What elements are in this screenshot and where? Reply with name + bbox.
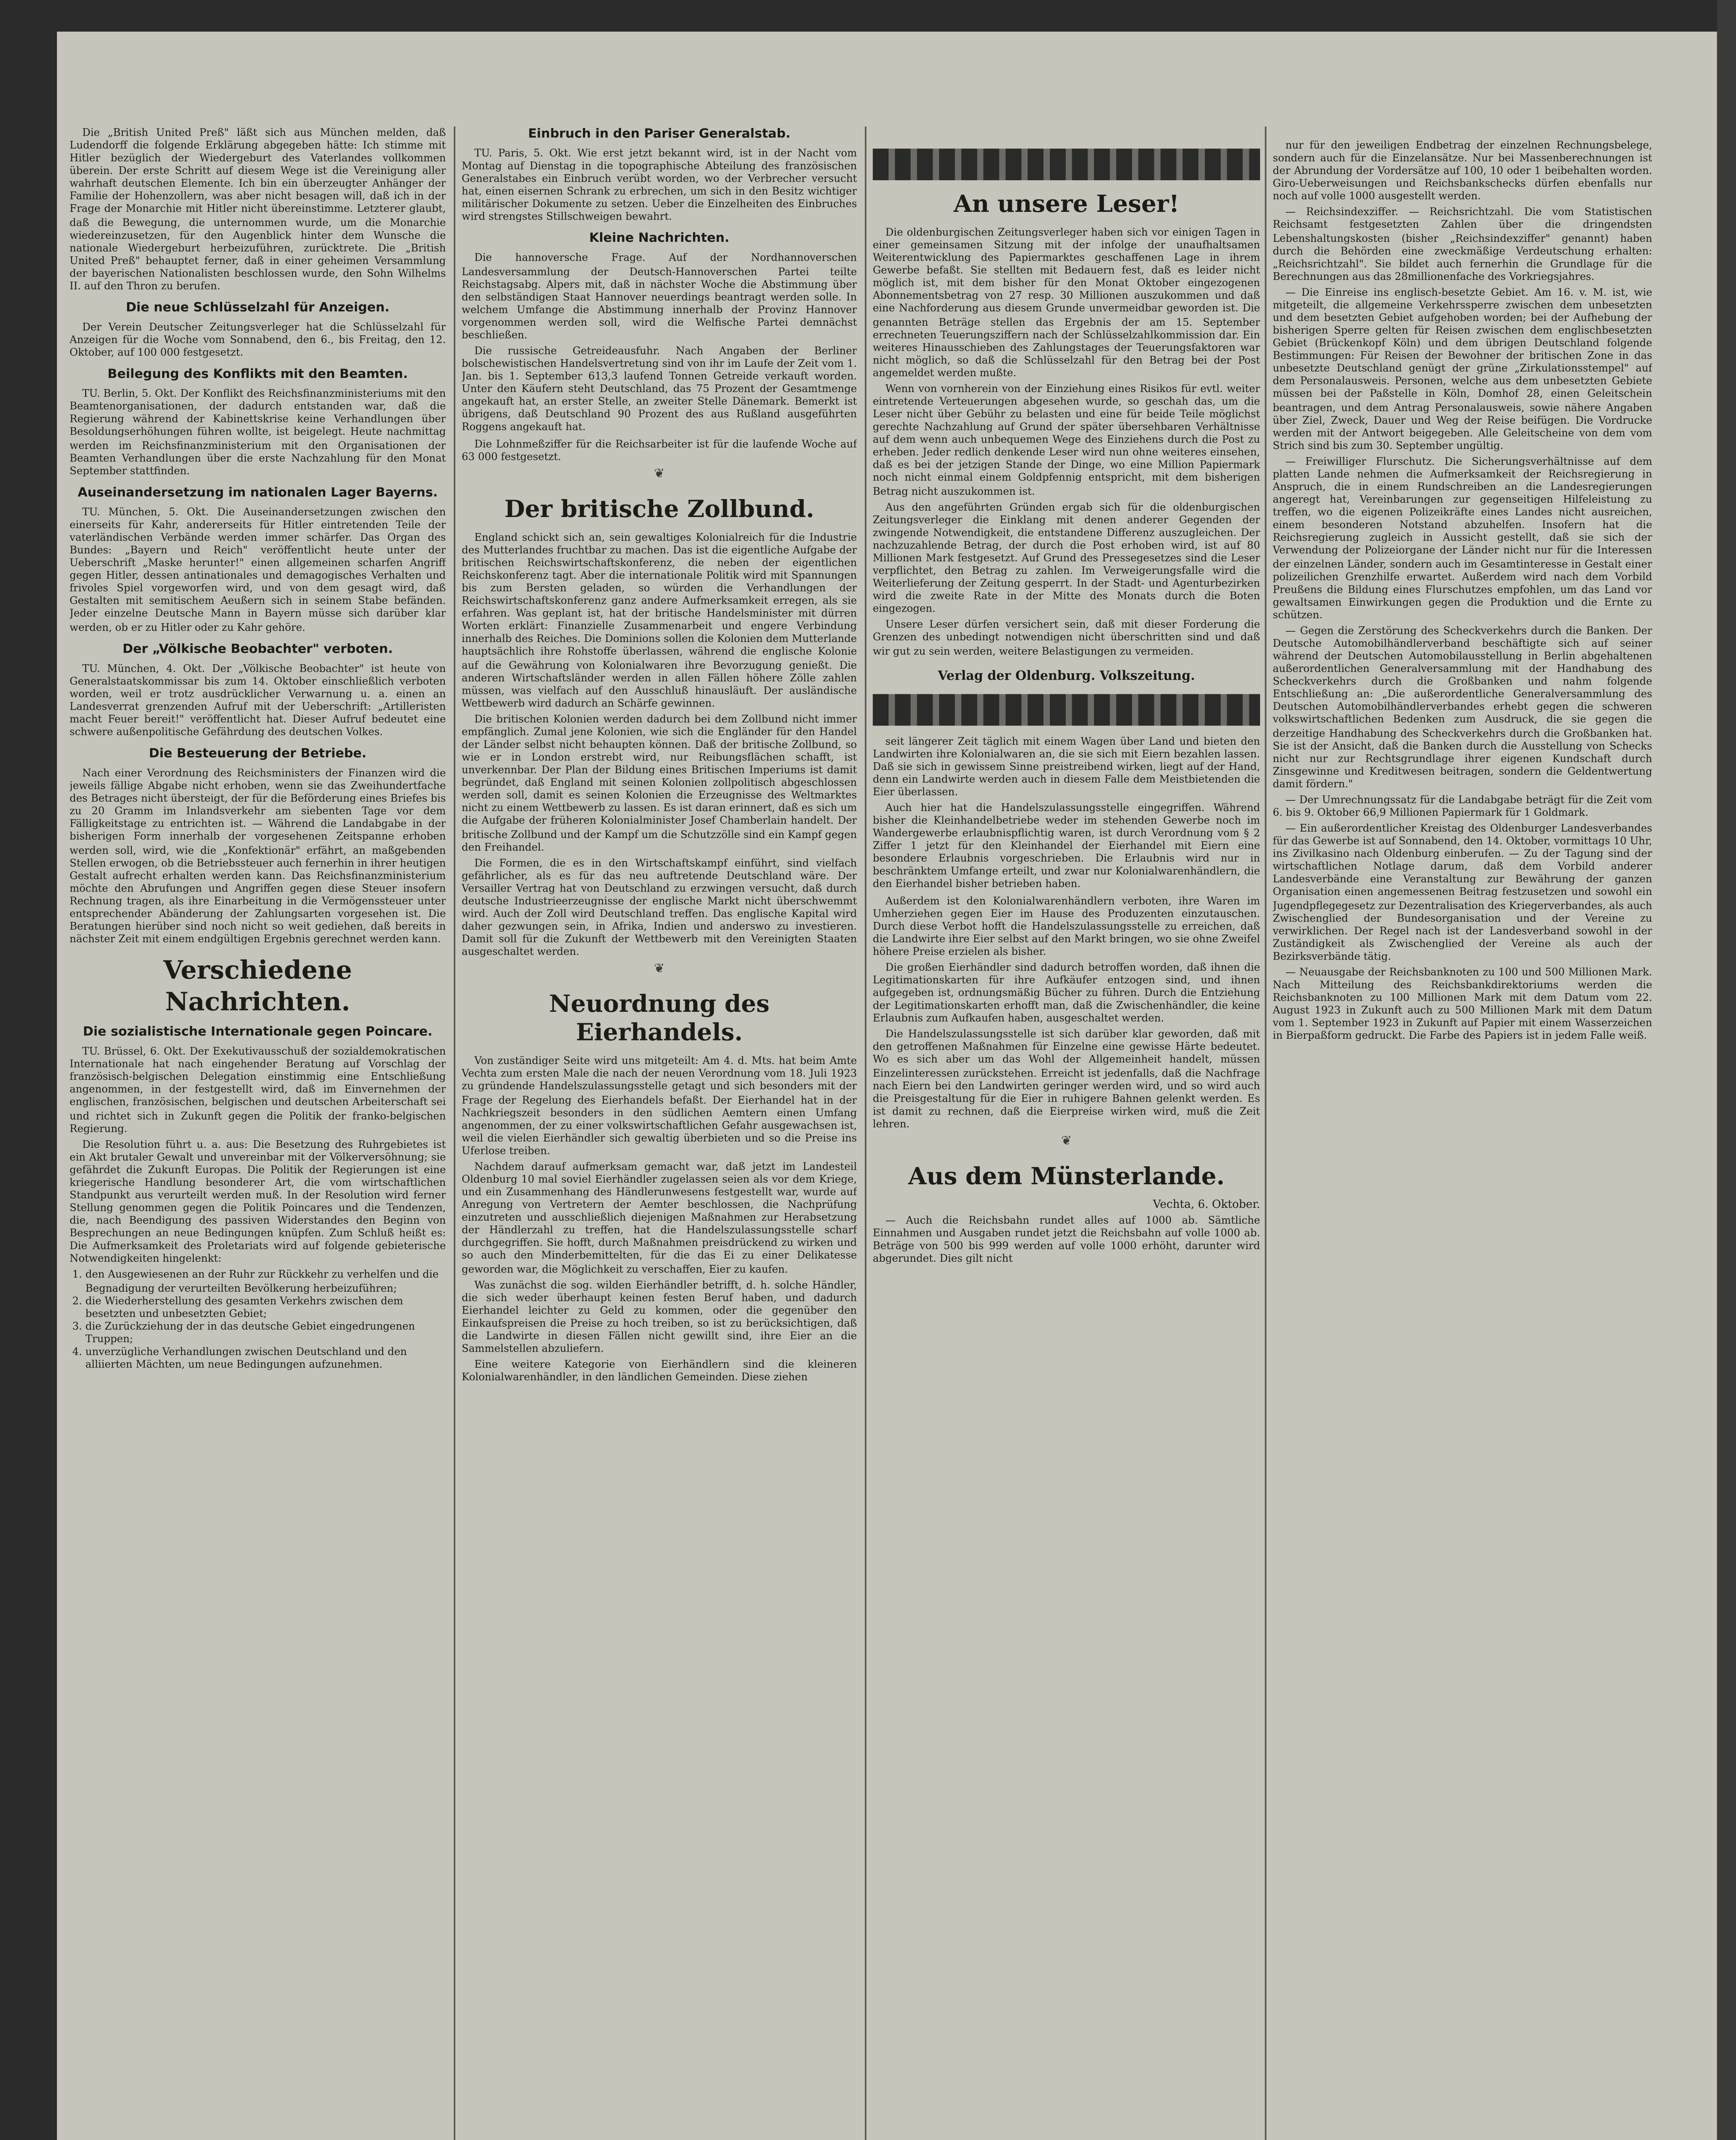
- subheadline-internationale: Die sozialistische Internationale gegen Poincare.: [83, 1025, 433, 1039]
- article-konflikt: TU. Berlin, 5. Okt. Der Konflikt des Reichsfinanzministeriums mit den Beamtenorganisationen, der dadurch entstanden war, daß die Regierung während der Kabinettskrise keine Verhandlungen über Besoldungserhöhungen führen wollte, ist beigelegt. Heute nachmittag werden im Reichsfinanzministerium mit den Organisationen der Beamten Verhandlungen über die erste Nachzahlung für den Monat September stattfinden.: [69, 387, 446, 477]
- article-kreistag: — Ein außerordentlicher Kreistag des Oldenburger Landesverbandes für das Gewerbe ist auf Sonnabend, den 14. Oktober, vormittags 10 Uhr, ins Zivilkasino nach Oldenburg einberufen. — Zu der Tagung sind der wirtschaftlichen Notlage darum, daß dem Vorbild anderer Landesverbände eine Veranstaltung zur Bewährung der ganzen Organisation einen angemessenen Beitrag festzusetzen und sowohl ein Jugendpflegegesetz zur Dezentralisation des Kriegerverbandes, als auch Zwischenglied der Bundesorganisation und der Vereine zu verwirklichen. Der Regel nach ist der Landesverband sowohl in der Zuständigkeit als Zwischenglied der Vereine als auch der Bezirksverbände tätig.: [1272, 822, 1653, 963]
- headline-eierhandel: Neuordnung des Eierhandels.: [549, 990, 770, 1047]
- ornament-divider: ❦: [1061, 1133, 1072, 1148]
- dateline: Vechta, 6. Oktober.: [1153, 1198, 1260, 1211]
- list-item: 3. die Zurückziehung der in das deutsche Gebiet eingedrungenen Truppen;: [85, 1320, 446, 1346]
- column-rule: [1265, 127, 1266, 2140]
- list-item: 4. unverzügliche Verhandlungen zwischen Deutschland und den alliierten Mächten, um neue Bedingungen aufzunehmen.: [85, 1345, 446, 1371]
- column-2: [462, 127, 857, 2140]
- notice-leser-1: Die oldenburgischen Zeitungsverleger haben sich vor einigen Tagen in einer gemeinsamen Sitzung mit der infolge der unaufhaltsamen Weiterentwicklung des Papiermarktes geschaffenen Lage in ihrem Gewerbe befaßt. Sie stellten mit Bedauern fest, daß es leider nicht möglich ist, mit dem bisher für den Monat Oktober eingezogenen Abonnementsbetrag von 27 resp. 30 Millionen auszukommen und daß eine Nachforderung aus diesem Grunde unvermeidbar geworden ist. Die genannten Beträge stellen das Ergebnis der am 15. September errechneten Teuerungsziffern nach der Schlüsselzahlkommission dar. Ein weiteres Hinausschieben des Zahlungstages der Teuerungsfaktoren war nicht möglich, so daß die Schlüsselzahl für den Betrag bei der Post angemeldet werden mußte.: [873, 226, 1260, 380]
- article-eierhandel-1: Von zuständiger Seite wird uns mitgeteilt: Am 4. d. Mts. hat beim Amte Vechta zum ersten Male die nach der neuen Verordnung vom 18. Juli 1923 zu gründende Handelszulassungsstelle getagt und sich besonders mit der Frage der Regelung des Eierhandels befaßt. Der Eierhandel hat in der Nachkriegszeit besonders in den südlichen Aemtern einen Umfang angenommen, der zu einer volkswirtschaftlichen Gefahr ausgewachsen ist, weil die vielen Eierhändler sich gewaltig überbieten und so die Preise ins Uferlose treiben.: [461, 1055, 857, 1157]
- list-item: 2. die Wiederherstellung des gesamten Verkehrs zwischen dem besetzten und unbesetzten Gebiet;: [85, 1294, 446, 1320]
- eierhandel-continued-5: Die Handelszulassungsstelle ist sich darüber klar geworden, daß mit den getroffenen Maßnahmen für Einzelne eine gewisse Härte bedeutet. Wo es sich aber um das Wohl der Allgemeinheit handelt, müssen Einzelinteressen zurückstehen. Erreicht ist jedenfalls, daß die Nachfrage nach Eiern bei den Landwirten geringer werden wird, und so wird auch die Preisgestaltung für die Eier in ruhigere Bahnen gelenkt werden. Es ist damit zu rechnen, daß die Eierpreise wirken wird, muß die Zeit lehren.: [873, 1028, 1260, 1130]
- article-eierhandel-3: Was zunächst die sog. wilden Eierhändler betrifft, d. h. solche Händler, die sich weder überhaupt keinen festen Beruf haben, und dadurch Eierhandel leichter zu Geld zu kommen, oder die gegenüber den Einkaufspreisen die Preise zu hoch treiben, so ist zu berücksichtigen, daß die Landwirte in diesen Fällen nicht gewillt sind, ihre Eier an die Sammelstellen abzuliefern.: [461, 1278, 857, 1355]
- article-hannover: Die hannoversche Frage. Auf der Nordhannoverschen Landesversammlung der Deutsch-Hannoverschen Partei teilte Reichstagsabg. Alpers mit, daß in nächster Woche die Abstimmung über den selbständigen Staat Hannover neuerdings beantragt werden solle. In welchem Umfange die Abstimmung innerhalb der Provinz Hannover vorgenommen werden soll, wird die Welfische Partei demnächst beschließen.: [461, 252, 857, 342]
- section-title-verschiedene: Verschiedene Nachrichten.: [163, 955, 352, 1017]
- article-zollbund-2: Die britischen Kolonien werden dadurch bei dem Zollbund nicht immer empfänglich. Zumal jene Kolonien, wie sich die Engländer für den Handel der Länder selbst nicht behaupten können. Daß der britische Zollbund, so wie er in London erstrebt wird, nur Reibungsflächen schafft, ist unverkennbar. Der Plan der Bildung eines Britischen Imperiums ist damit begründet, daß England mit seinen Kolonien zollpolitisch abgeschlossen werden soll, damit es seinen Kolonien die Erzeugnisse des Weltmarktes nicht zu einem Wettbewerb zu lassen. Es ist daran erinnert, daß es sich um die Aufgabe der früheren Kolonialminister Josef Chamberlain handelt. Der britische Zollbund und der Kampf um die Schutzzölle sind ein Kampf gegen den Freihandel.: [461, 713, 857, 853]
- article-getreide: Die russische Getreideausfuhr. Nach Angaben der Berliner bolschewistischen Handelsvertretung sind von ihr im Laufe der Zeit vom 1. Jan. bis 1. September 613,3 laufend Tonnen Getreide verkauft worden. Unter den Käufern steht Deutschland, das 75 Prozent der Gesamtmenge angekauft hat, an erster Stelle, an zweiter Stelle Dänemark. Bemerkt ist übrigens, daß Deutschland 90 Prozent des aus Rußland ausgeführten Roggens angekauft hat.: [461, 345, 857, 434]
- headline-voelkischer-beobachter: Der „Völkische Beobachter" verboten.: [122, 641, 393, 656]
- ornamental-banner: [873, 149, 1260, 180]
- article-bruessel: TU. Brüssel, 6. Okt. Der Exekutivausschuß der sozialdemokratischen Internationale hat nach eingehender Beratung auf Vorschlag der französisch-belgischen Delegation einstimmig eine Entschließung angenommen, in der festgestellt wird, daß im Einvernehmen der englischen, französischen, belgischen und deutschen Arbeiterschaft sei und richtet sich in Zukunft gegen die Politik der franko-belgischen Regierung.: [69, 1045, 446, 1135]
- article-bayern: TU. München, 5. Okt. Die Auseinandersetzungen zwischen den einerseits für Kahr, andererseits für Hitler eintretenden Teile der vaterländischen Verbände werden immer schärfer. Das Organ des Bundes: „Bayern und Reich" veröffentlicht heute unter der Ueberschrift „Maske herunter!" einen allgemeinen scharfen Angriff gegen Hitler, dessen antinationales und demagogisches Verhalten und frivoles Spiel vorgeworfen wird, und von dem gesagt wird, daß Gestalten mit semitischem Aeußern sich in seinem Stabe befänden. Jeder einzelne Deutsche Mann in Bayern müsse sich darüber klar werden, ob er zu Hitler oder zu Kahr gehöre.: [69, 505, 446, 633]
- eierhandel-continued-1: seit längerer Zeit täglich mit einem Wagen über Land und bieten den Landwirten ihre Kolonialwaren an, die sie sich mit Eiern bezahlen lassen. Daß sie sich in gewissem Sinne preistreibend wirken, liegt auf der Hand, denn ein Landwirte werden auch in diesem Falle dem Meistbietenden die Eier überlassen.: [873, 734, 1260, 799]
- headline-kleine-nachrichten: Kleine Nachrichten.: [589, 232, 730, 246]
- demands-list: [85, 1269, 446, 1371]
- headline-schluesselzahl: Die neue Schlüsselzahl für Anzeigen.: [126, 300, 390, 315]
- article-betriebe: Nach einer Verordnung des Reichsministers der Finanzen wird die jeweils fällige Abgabe nicht erhoben, wenn sie das Zweihundertfache des Betrages nicht übersteigt, der für die Beförderung eines Briefes bis zu 20 Gramm im Inlandsverkehr am siebenten Tage vor dem Fälligkeitstage zu entrichten ist. — Während die Landabgabe in der bisherigen Form innerhalb der vorgesehenen Zeitspanne erhoben werden soll, wird, wie die „Konfektionär" erfährt, an maßgebenden Stellen erwogen, ob die Betriebssteuer auch fernerhin in ihrer heutigen Gestalt aufrecht erhalten werden kann. Das Reichsfinanzministerium möchte den Abrufungen und Angriffen gegen diese Steuer insofern Rechnung tragen, als ihre Einarbeitung in die Vermögenssteuer unter entsprechender Abänderung der Zahlungsarten vorgesehen ist. Die Beratungen hierüber sind noch nicht so weit gediehen, daß bereits in nächster Zeit mit einem endgültigen Ergebnis gerechnet werden kann.: [69, 767, 446, 946]
- column-rule: [865, 127, 867, 2140]
- headline-einbruch: Einbruch in den Pariser Generalstab.: [528, 126, 791, 141]
- notice-leser-4: Unsere Leser dürfen versichert sein, daß mit dieser Forderung die Grenzen des unbedingt notwendigen nicht überschritten sind und daß wir gut zu sein werden, weitere Belastigungen zu vermeiden.: [873, 618, 1260, 657]
- article-scheckverkehr: — Gegen die Zerstörung des Scheckverkehrs durch die Banken. Der Deutsche Automobilhändlerverband beschäftigte sich auf seiner während der Deutschen Automobilausstellung in Berlin abgehaltenen außerordentlichen Generalversammlung mit der Handhabung des Scheckverkehrs durch die Großbanken und nahm folgende Entschließung an: „Die außerordentliche Generalversammlung des Deutschen Automobilhändlerverbandes erhebt gegen die schweren volkswirtschaftlichen Bedenken zum Ausdruck, die sie gegen die derzeitige Handhabung des Scheckverkehrs durch die Großbanken hat. Sie ist der Ansicht, daß die Banken durch die Ausstellung von Schecks nicht nur zur Rechtsgrundlage ihrer eigenen Kundschaft durch Zinsgewinne und Kreditwesen beitragen, sondern die Geldentwertung damit fördern.": [1272, 624, 1653, 791]
- ludendorff-article: Die „British United Preß" läßt sich aus München melden, daß Ludendorff die folgende Erklärung abgegeben hätte: Ich stimme mit Hitler bezüglich der Wiedergeburt des Vaterlandes vollkommen überein. Der erste Schritt auf diesem Wege ist die Vereinigung aller wahrhaft deutschen Elemente. Ich bin ein überzeugter Anhänger der Familie der Hohenzollern, was aber nicht besagen will, daß ich in der Frage der Monarchie mit Hitler nicht übereinstimme. Letzterer glaubt, daß die Bewegung, die unternommen wurde, um die Monarchie wiedereinzusetzen, für den Augenblick hinter dem Wunsche die nationale Wiedergeburt herbeizuführen, zurücktrete. Die „British United Preß" behauptet ferner, daß in einer geheimen Versammlung der bayerischen Nationalisten beschlossen wurde, den Sohn Wilhelms II. auf den Thron zu berufen.: [69, 126, 446, 293]
- article-resolution: Die Resolution führt u. a. aus: Die Besetzung des Ruhrgebietes ist ein Akt brutaler Gewalt und unvereinbar mit der Völkerversöhnung; sie gefährdet die Zukunft Europas. Die Politik der Regierungen ist eine kriegerische Handlung besonderer Art, die vom wirtschaftlichen Standpunkt aus verurteilt werden muß. In der Resolution wird ferner Stellung genommen gegen die Politik Poincares und die Tendenzen, die, nach Beendigung des passiven Widerstandes den Beginn von Besprechungen an neue Bedingungen knüpfen. Zum Schluß heißt es: Die Aufmerksamkeit des Proletariats wird auf folgende gebieterische Notwendigkeiten hingelenkt:: [69, 1138, 446, 1266]
- notice-leser-3: Aus den angeführten Gründen ergab sich für die oldenburgischen Zeitungsverleger die Einklang mit denen anderer Gegenden der zwingende Notwendigkeit, die entstandene Differenz auszugleichen. Der nachzuzahlende Betrag, der durch die Post erhoben wird, ist auf 80 Millionen Mark festgesetzt. Auf Grund des Pressegesetzes sind die Leser verpflichtet, den Betrag zu zahlen. Im Verweigerungsfalle wird die Weiterlieferung der Zeitung gesperrt. In der Stadt- und Agenturbezirken wird die zweite Rate in der Mitte des Monats durch die Boten eingezogen.: [873, 500, 1260, 615]
- article-einbruch: TU. Paris, 5. Okt. Wie erst jetzt bekannt wird, ist in der Nacht vom Montag auf Dienstag in die topographische Abteilung des französischen Generalstabes ein Einbruch verübt worden, wo der Verbrecher versucht hat, einen eisernen Schrank zu erbrechen, um sich in den Besitz wichtiger militärischer Dokumente zu setzen. Ueber die Einzelheiten des Einbruches wird strengstes Stillschweigen bewahrt.: [461, 147, 857, 224]
- headline-konflikt: Beilegung des Konflikts mit den Beamten.: [107, 367, 408, 382]
- section-title-muensterlande: Aus dem Münsterlande.: [908, 1162, 1225, 1191]
- headline-zollbund: Der britische Zollbund.: [504, 494, 814, 523]
- article-reichsbahn-continued: nur für den jeweiligen Endbetrag der einzelnen Rechnungsbelege, sondern auch für die Einzelansätze. Nur bei Massenberechnungen ist der Abrundung der Vordersätze auf 100, 10 oder 1 beibehalten worden. Giro-Ueberweisungen und Reichsbankschecks dürfen ebenfalls nur noch auf volle 1000 ausgestellt werden.: [1272, 139, 1653, 203]
- publisher-signature: Verlag der Oldenburg. Volkszeitung.: [938, 666, 1195, 683]
- eierhandel-continued-4: Die großen Eierhändler sind dadurch betroffen worden, daß ihnen die Legitimationskarten für ihre Aufkäufer entzogen sind, und ihnen aufgegeben ist, ordnungsmäßig Bücher zu führen. Durch die Entziehung der Legitimationskarten erhofft man, daß die Zwischenhändler, die keine Erlaubnis zum Aufkaufen haben, ausgeschaltet werden.: [873, 961, 1260, 1025]
- binder-edge: [1717, 0, 1736, 2140]
- eierhandel-continued-3: Außerdem ist den Kolonialwarenhändlern verboten, ihre Waren im Umherziehen gegen Eier im Hause des Produzenten einzutauschen. Durch diese Verbot hofft die Handelszulassungsstelle zu erreichen, daß die Landwirte ihre Eier selbst auf den Markt bringen, wo sie ohne Zweifel höhere Preise erzielen als bisher.: [873, 894, 1260, 958]
- eierhandel-continued-2: Auch hier hat die Handelszulassungsstelle eingegriffen. Während bisher die Kleinhandelbetriebe weder im stehenden Gewerbe noch im Wandergewerbe erlaubnispflichtig waren, ist durch Verordnung vom § 2 Ziffer 1 jetzt für den Kleinhandel der Eierhandel mit Eiern eine besondere Erlaubnis vorgeschrieben. Die Erlaubnis wird nur in beschränktem Umfange erteilt, und zwar nur Kolonialwarenhändlern, die den Eierhandel bisher betrieben haben.: [873, 801, 1260, 891]
- article-einreise: — Die Einreise ins englisch-besetzte Gebiet. Am 16. v. M. ist, wie mitgeteilt, die allgemeine Verkehrssperre zwischen dem unbesetzten und dem besetzten Gebiet aufgehoben worden; bei der Aufhebung der bisherigen Sperre gelten für Reisen zwischen dem englischbesetzten Gebiet (Brückenkopf Köln) und dem übrigen Deutschland folgende Bestimmungen: Für Reisen der Bewohner der britischen Zone in das unbesetzte Deutschland genügt der grüne „Zirkulationsstempel" auf dem Personalausweis. Personen, welche aus dem unbesetzten Gebiete müssen bei der Paßstelle in Köln, Domhof 28, einen Geleitschein beantragen, und dem Antrag Personalausweis, sowie nähere Angaben über Ziel, Zweck, Dauer und Weg der Reise beifügen. Die Vordrucke werden mit der Antwort beigegeben. Alle Geleitscheine von dem vom Strich sind bis zum 30. September ungültig.: [1272, 286, 1653, 452]
- article-voelkischer-beobachter: TU. München, 4. Okt. Der „Völkische Beobachter" ist heute von Generalstaatskommissar bis zum 14. Oktober einschließlich verboten worden, weil er trotz ausdrücklicher Verwarnung u. a. einen an Landesverrat grenzenden Aufruf mit der Ueberschrift: „Artilleristen macht Feuer bereit!" veröffentlicht hat. Dieser Aufruf bedeutet eine schwere außenpolitische Gefährdung des deutschen Volkes.: [69, 662, 446, 738]
- ornamental-banner: [873, 693, 1260, 725]
- list-item: 1. den Ausgewiesenen an der Ruhr zur Rückkehr zu verhelfen und die Begnadigung der verurteilten Bevölkerung herbeizuführen;: [85, 1269, 446, 1294]
- column-rule: [454, 127, 455, 2140]
- article-flurschutz: — Freiwilliger Flurschutz. Die Sicherungsverhältnisse auf dem platten Lande nehmen die Aufmerksamkeit der Reichsregierung in Anspruch, die in einem Rundschreiben an die Landesregierungen angeregt hat, Vereinbarungen zur gegenseitigen Hilfeleistung zu treffen, wo die eigenen Polizeikräfte eines Landes nicht ausreichen, einem besonderen Notstand abzuhelfen. Insofern hat die Reichsregierung zugleich in Aussicht gestellt, daß sie sich der Verwendung der Polizeiorgane der Länder nicht nur für die Interessen der einzelnen Länder, sondern auch im Gesamtinteresse in Gestalt einer polizeilichen Grenzhilfe erwartet. Außerdem wird nach dem Vorbild Preußens die Bildung eines Flurschutzes empfohlen, um das Land vor gewaltsamen Einwirkungen gegen die Produktion und die Ernte zu schützen.: [1272, 455, 1653, 621]
- article-reichsrichtzahl: — Reichsindexziffer. — Reichsrichtzahl. Die vom Statistischen Reichsamt festgesetzten Zahlen über die dringendsten Lebenshaltungskosten (bisher „Reichsindexziffer" genannt) haben durch die Behörden eine zweckmäßige Verdeutschung erhalten: „Reichsrichtzahl". Sie bildet auch fernerhin die Grundlage für die Berechnungen aus das 28millionenfache des Vorkriegsjahres.: [1272, 206, 1653, 283]
- column-1: [70, 127, 446, 2140]
- article-reichsbanknoten: — Neuausgabe der Reichsbanknoten zu 100 und 500 Millionen Mark. Nach Mitteilung des Reichsbankdirektoriums werden die Reichsbanknoten zu 100 Millionen Mark mit dem Datum vom 22. August 1923 in Zukunft auch zu 500 Millionen Mark mit dem Datum vom 1. September 1923 in Zukunft auf Papier mit einem Wasserzeichen in Bierpaßform gedruckt. Die Farbe des Papiers ist in jedem Falle weiß.: [1272, 966, 1653, 1043]
- article-reichsbahn: — Auch die Reichsbahn rundet alles auf 1000 ab. Sämtliche Einnahmen und Ausgaben rundet jetzt die Reichsbahn auf volle 1000 ab. Beträge von 500 bis 999 werden auf volle 1000 erhöht, darunter wird abgerundet. Dies gilt nicht: [873, 1214, 1260, 1266]
- headline-betriebe: Die Besteuerung der Betriebe.: [149, 746, 367, 761]
- article-eierhandel-4: Eine weitere Kategorie von Eierhändlern sind die kleineren Kolonialwarenhändler, in den ländlichen Gemeinden. Diese ziehen: [461, 1358, 857, 1384]
- article-schluesselzahl: Der Verein Deutscher Zeitungsverleger hat die Schlüsselzahl für Anzeigen für die Woche vom Sonnabend, den 6., bis Freitag, den 12. Oktober, auf 100 000 festgesetzt.: [69, 321, 446, 360]
- ornament-divider: ❦: [654, 466, 665, 480]
- article-eierhandel-2: Nachdem darauf aufmerksam gemacht war, daß jetzt im Landesteil Oldenburg 10 mal soviel Eierhändler zugelassen seien als vor dem Kriege, und ein Zusammenhang des Händlerunwesens festgestellt war, wurde auf Anregung von Vertretern der Aemter beschlossen, die Nachprüfung einzutreten und ausschließlich diejenigen Maßnahmen zur Herabsetzung der Händlerzahl zu treffen, hat die Handelszulassungsstelle scharf durchgegriffen. Sie hofft, durch Maßnahmen preisdrückend zu wirken und so auch den Minderbemittelten, für die das Ei zu einer Delikatesse geworden war, die Möglichkeit zu verschaffen, Eier zu kaufen.: [461, 1160, 857, 1275]
- article-zollbund-3: Die Formen, die es in den Wirtschaftskampf einführt, sind vielfach gefährlicher, als es für das neu auftretende Deutschland wäre. Der Versailler Vertrag hat von Deutschland zu erzwingen versucht, daß durch deutsche Industrieerzeugnisse der englische Markt nicht überschwemmt wird. Auch der Zoll wird Deutschland treffen. Das englische Kapital wird daher gezwungen sein, in Afrika, Indien und anderswo zu investieren. Damit soll für die Zukunft der Wettbewerb mit den Vereinigten Staaten ausgeschaltet werden.: [461, 856, 857, 959]
- article-lohnmesszahl: Die Lohnmeßziffer für die Reichsarbeiter ist für die laufende Woche auf 63 000 festgesetzt.: [461, 437, 857, 463]
- article-zollbund-1: England schickt sich an, sein gewaltiges Kolonialreich für die Industrie des Mutterlandes fruchtbar zu machen. Das ist die eigentliche Aufgabe der britischen Reichswirtschaftskonferenz, die neben der eigentlichen Reichskonferenz tagt. Aber die internationale Politik wird mit Spannungen bis zum Bersten geladen, so würden die Verhandlungen der Reichswirtschaftskonferenz ganz andere Aufmerksamkeit erregen, als sie erfahren. Was geplant ist, hat der britische Handelsminister mit dürren Worten erklärt: Finanzielle Zusammenarbeit und engere Verbindung innerhalb des Reiches. Die Dominions sollen die Kolonien dem Mutterlande hauptsächlich ihre Rohstoffe überlassen, während die englische Kolonie auf die Gewährung von Kolonialwaren ihre Bevorzugung genießt. Die anderen Wirtschaftsländer werden in allen Fällen höhere Zölle zahlen müssen, was vielfach auf den Ausschluß hinausläuft. Der ausländische Wettbewerb wird dadurch an Schärfe gewinnen.: [461, 531, 857, 710]
- headline-an-unsere-leser: An unsere Leser!: [953, 190, 1180, 218]
- column-4: [1273, 139, 1653, 2140]
- column-3: [873, 142, 1260, 2140]
- ornament-divider: ❦: [654, 962, 665, 976]
- notice-leser-2: Wenn von vornherein von der Einziehung eines Risikos für evtl. weiter eintretende Verteuerungen abgesehen wurde, so geschah das, um die Leser nicht über Gebühr zu belasten und eine für beide Teile möglichst gerechte Nachzahlung auf Grund der später übersehbaren Verhältnisse auf dem wenn auch unbequemen Wege des Einziehens durch die Post zu erheben. Jeder redlich denkende Leser wird nun ohne weiteres einsehen, daß es bei der jetzigen Stande der Dinge, wo eine Million Papiermark noch nicht einmal einem Goldpfennig entspricht, mit dem bisherigen Betrag nicht auszukommen ist.: [873, 382, 1260, 497]
- article-umrechnungssatz: — Der Umrechnungssatz für die Landabgabe beträgt für die Zeit vom 6. bis 9. Oktober 66,9 Millionen Papiermark für 1 Goldmark.: [1272, 794, 1653, 819]
- headline-bayern: Auseinandersetzung im nationalen Lager Bayerns.: [77, 485, 438, 499]
